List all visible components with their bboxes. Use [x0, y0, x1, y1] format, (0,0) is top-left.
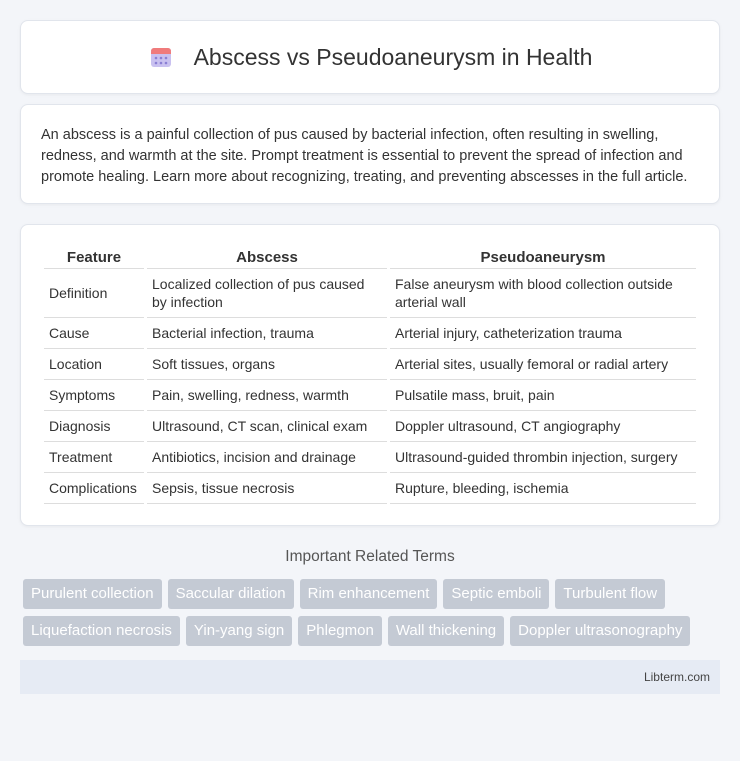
cell-feature: Diagnosis — [44, 411, 144, 442]
cell-pseudoaneurysm: Doppler ultrasound, CT angiography — [390, 411, 696, 442]
cell-feature: Treatment — [44, 442, 144, 473]
term-tag[interactable]: Phlegmon — [298, 616, 382, 646]
term-tag[interactable]: Liquefaction necrosis — [23, 616, 180, 646]
cell-abscess: Soft tissues, organs — [147, 349, 387, 380]
term-tag[interactable]: Rim enhancement — [300, 579, 438, 609]
term-tag[interactable]: Purulent collection — [23, 579, 162, 609]
table-row — [44, 380, 696, 411]
calendar-icon — [148, 44, 174, 70]
cell-abscess: Pain, swelling, redness, warmth — [147, 380, 387, 411]
term-tag[interactable]: Septic emboli — [443, 579, 549, 609]
term-tag[interactable]: Wall thickening — [388, 616, 504, 646]
cell-pseudoaneurysm: Arterial sites, usually femoral or radial artery — [390, 349, 696, 380]
header-abscess: Abscess — [147, 245, 387, 269]
cell-pseudoaneurysm: Ultrasound-guided thrombin injection, surgery — [390, 442, 696, 473]
title-card — [20, 20, 720, 94]
footer — [20, 660, 720, 694]
table-header-row — [44, 245, 696, 269]
intro-text: An abscess is a painful collection of pus caused by bacterial infection, often resulting in swelling, redness, and warmth at the site. Prompt treatment is essential to prevent the spread of infection and promote healing. Learn more about recognizing, treating, and preventing abscesses in the full article. — [41, 127, 688, 185]
header-pseudoaneurysm: Pseudoaneurysm — [390, 245, 696, 269]
cell-feature: Complications — [44, 473, 144, 504]
comparison-card — [20, 224, 720, 526]
page-title: Abscess vs Pseudoaneurysm in Health — [193, 43, 593, 70]
related-terms-heading: Important Related Terms — [285, 548, 455, 565]
cell-feature: Cause — [44, 318, 144, 349]
cell-abscess: Bacterial infection, trauma — [147, 318, 387, 349]
cell-feature: Definition — [44, 269, 144, 318]
cell-pseudoaneurysm: False aneurysm with blood collection outside arterial wall — [390, 269, 696, 318]
table-row — [44, 411, 696, 442]
table-row — [44, 269, 696, 318]
intro-card — [20, 104, 720, 204]
related-terms-list — [20, 579, 720, 646]
term-tag[interactable]: Doppler ultrasonography — [510, 616, 690, 646]
cell-pseudoaneurysm: Rupture, bleeding, ischemia — [390, 473, 696, 504]
term-tag[interactable]: Yin-yang sign — [186, 616, 292, 646]
footer-site-link[interactable]: Libterm.com — [643, 670, 710, 684]
term-tag[interactable]: Turbulent flow — [555, 579, 665, 609]
cell-abscess: Localized collection of pus caused by infection — [147, 269, 387, 318]
cell-feature: Location — [44, 349, 144, 380]
cell-abscess: Ultrasound, CT scan, clinical exam — [147, 411, 387, 442]
cell-feature: Symptoms — [44, 380, 144, 411]
comparison-table — [41, 245, 699, 504]
cell-pseudoaneurysm: Arterial injury, catheterization trauma — [390, 318, 696, 349]
cell-abscess: Sepsis, tissue necrosis — [147, 473, 387, 504]
table-row — [44, 473, 696, 504]
table-row — [44, 349, 696, 380]
cell-pseudoaneurysm: Pulsatile mass, bruit, pain — [390, 380, 696, 411]
cell-abscess: Antibiotics, incision and drainage — [147, 442, 387, 473]
term-tag[interactable]: Saccular dilation — [168, 579, 294, 609]
header-feature: Feature — [44, 245, 144, 269]
table-row — [44, 442, 696, 473]
table-row — [44, 318, 696, 349]
